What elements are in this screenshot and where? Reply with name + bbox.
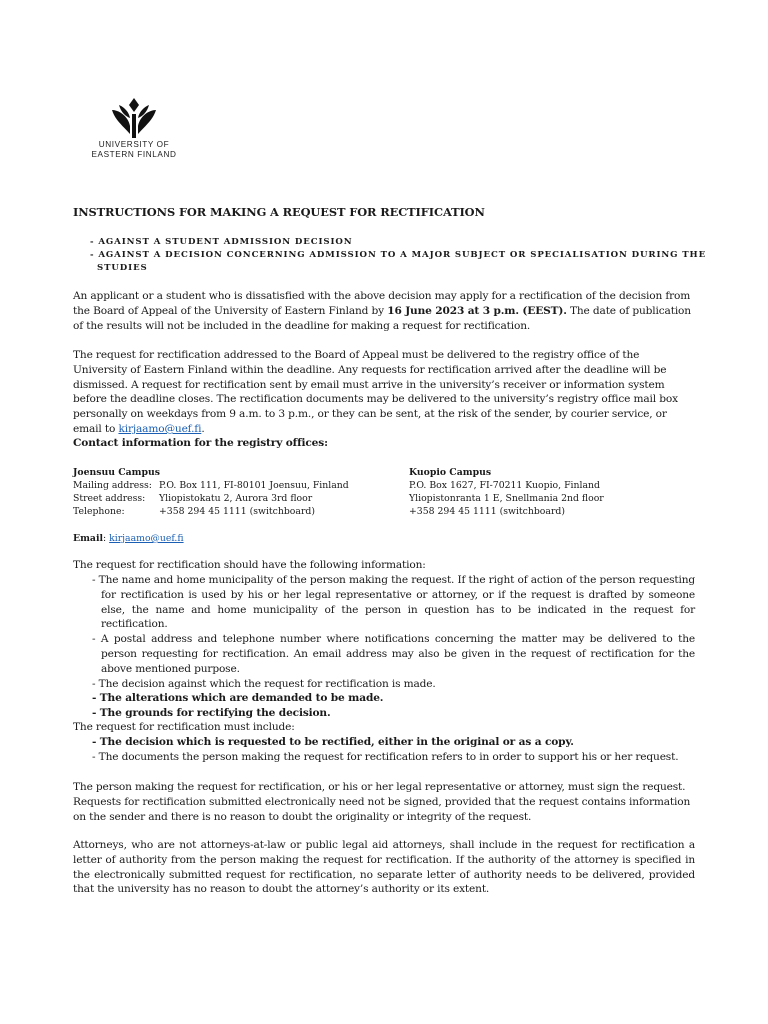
info-list <box>73 573 695 721</box>
include-intro: The request for rectification must include: <box>73 721 295 733</box>
joensuu-mail: P.O. Box 111, FI-80101 Joensuu, Finland <box>159 480 349 491</box>
signature-paragraph: The person making the request for rectification, or his or her legal representative or attorney, must sign the request. Requests for rectification submitted electronically need not be signed, provided that the request contains information on the sender and there is no reason to doubt the originality or integrity of the request. <box>73 781 691 823</box>
email-colon: : <box>103 533 110 544</box>
email-line <box>73 532 184 545</box>
email-link[interactable]: kirjaamo@uef.fi <box>109 533 184 544</box>
joensuu-contact <box>73 466 403 518</box>
joensuu-tel-label: Telephone: <box>73 506 125 517</box>
uef-emblem-icon <box>109 96 159 140</box>
against-item-2-cont: STUDIES <box>97 263 148 273</box>
deadline-date: 16 June 2023 at 3 p.m. (EEST). <box>387 304 567 317</box>
against-item-1: - AGAINST A STUDENT ADMISSION DECISION <box>90 237 353 247</box>
info-item-address: - A postal address and telephone number where notifications concerning the matter may be delivered to the person requesting for rectification. An email address may also be given in the request of rectification for the above mentioned purpose. <box>92 633 695 675</box>
kuopio-street: Yliopistonranta 1 E, Snellmania 2nd floor <box>409 493 604 504</box>
include-item-decision: - The decision which is requested to be rectified, either in the original or as a copy. <box>92 736 574 748</box>
attorney-paragraph: Attorneys, who are not attorneys-at-law or public legal aid attorneys, shall include in the request for rectification a letter of authority from the person making the request for rectification. If the authority of the attorney is specified in the electronically submitted request for rectification, no separate letter of authority needs to be delivered, provided that the university has no reason to doubt the attorney’s authority or its extent. <box>73 839 695 896</box>
delivery-text-end: . <box>201 422 205 435</box>
joensuu-street: Yliopistokatu 2, Aurora 3rd floor <box>159 493 313 504</box>
deadline-text-before: An applicant or a student who is dissatisfied with the above decision may apply for a rectification of the decision from the Board of Appeal of the University of Eastern Finland by <box>73 290 691 317</box>
info-intro: The request for rectification should have the following information: <box>73 559 426 571</box>
kuopio-contact <box>409 466 709 518</box>
delivery-text: The request for rectification addressed to the Board of Appeal must be delivered to the registry office of the University of Eastern Finland within the deadline. Any requests for rectification arrived after the deadline will be dismissed. A request for rectification sent by email must arrive in the university’s receiver or information system before the deadline closes. The rectification documents may be delivered to the university’s registry office mail box personally on weekdays from 9 a.m. to 3 p.m., or they can be sent, at the risk of the sender, by courier service, or email to <box>73 349 678 435</box>
deadline-text-after: The date of publication of the results will not be included in the deadline for making a request for rectification. <box>73 304 691 332</box>
kuopio-campus-name: Kuopio Campus <box>409 467 492 478</box>
joensuu-street-label: Street address: <box>73 493 146 504</box>
contact-heading: Contact information for the registry offices: <box>73 437 328 449</box>
document-title: INSTRUCTIONS FOR MAKING A REQUEST FOR RECTIFICATION <box>73 205 485 219</box>
deadline-paragraph <box>73 289 693 333</box>
logo-text-line2: EASTERN FINLAND <box>91 150 177 159</box>
university-logo <box>84 96 184 168</box>
joensuu-tel: +358 294 45 1111 (switchboard) <box>159 506 315 517</box>
info-item-decision: - The decision against which the request for rectification is made. <box>92 677 436 690</box>
logo-text-line1: UNIVERSITY OF <box>98 140 170 149</box>
delivery-paragraph <box>73 348 695 437</box>
against-item-2: - AGAINST A DECISION CONCERNING ADMISSION TO A MAJOR SUBJECT OR SPECIALISATION DURING THE <box>90 250 707 260</box>
registry-email-link[interactable]: kirjaamo@uef.fi <box>118 422 202 435</box>
kuopio-mail: P.O. Box 1627, FI-70211 Kuopio, Finland <box>409 480 600 491</box>
kuopio-tel: +358 294 45 1111 (switchboard) <box>409 506 565 517</box>
info-item-name: - The name and home municipality of the person making the request. If the right of action of the person requesting for rectification is used by his or her legal representative or attorney, or if the request is drafted by someone else, the name and home municipality of the person in question has to be indicated in the request for rectification. <box>92 574 695 631</box>
include-list <box>73 735 695 765</box>
info-item-alterations: - The alterations which are demanded to be made. <box>92 692 384 705</box>
email-label: Email <box>73 533 104 544</box>
include-item-documents: - The documents the person making the request for rectification refers to in order to support his or her request. <box>92 750 679 763</box>
info-item-grounds: - The grounds for rectifying the decision. <box>92 707 331 720</box>
joensuu-campus-name: Joensuu Campus <box>73 467 161 478</box>
joensuu-mail-label: Mailing address: <box>73 480 152 491</box>
